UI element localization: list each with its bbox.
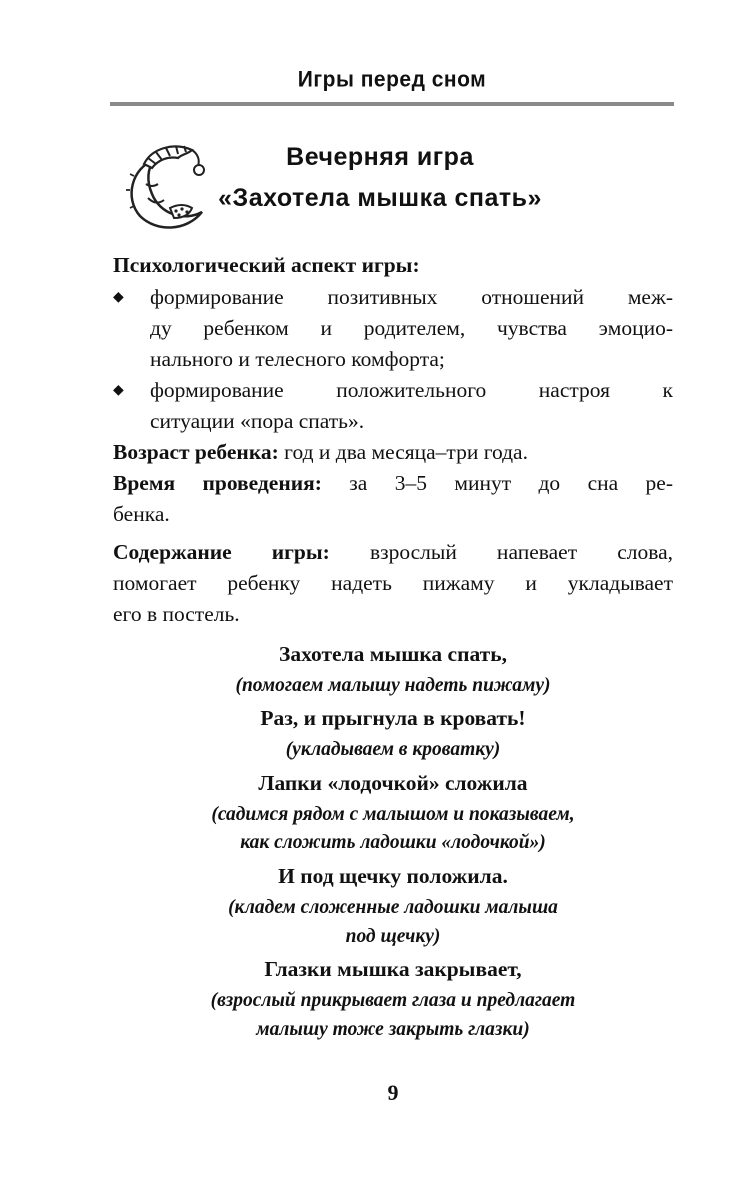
age-label: Возраст ребенка: <box>113 440 279 464</box>
poem-verse: И под щечку положила. <box>278 864 508 888</box>
aspect-item-2-line-2: ситуации «пора спать». <box>150 409 365 433</box>
content-label: Содержание игры: <box>113 540 330 564</box>
poem-stage-direction: малышу тоже закрыть глазки) <box>256 1019 530 1040</box>
poem-stage-direction: под щечку) <box>345 926 441 947</box>
time-label: Время проведения: <box>113 471 322 495</box>
aspect-label: Психологический аспект игры: <box>113 253 420 277</box>
time-value: за 3–5 минут до сна ре- <box>321 471 673 495</box>
header-rule <box>110 102 674 106</box>
age-line <box>113 437 673 468</box>
aspect-item-1-line-2: ду ребенком и родителем, чувства эмоцио- <box>150 316 673 340</box>
poem-verse: Лапки «лодочкой» сложила <box>258 771 528 795</box>
content-value: взрослый напевает слова, <box>329 540 673 564</box>
poem-stage-direction: (помогаем малышу надеть пижаму) <box>235 675 551 696</box>
aspect-item-2-line-1: формирование положительного настроя к <box>150 378 673 402</box>
poem-stage-direction: как сложить ладошки «лодочкой») <box>240 832 546 853</box>
poem-verse: Захотела мышка спать, <box>279 642 507 666</box>
poem-verse: Глазки мышка закрывает, <box>264 957 522 981</box>
poem-verse: Раз, и прыгнула в кровать! <box>260 706 526 730</box>
game-title-line2: «Захотела мышка спать» <box>218 184 542 212</box>
time-value-continued: бенка. <box>113 502 170 526</box>
running-header: Игры перед сном <box>297 67 487 92</box>
bullet-icon: ◆ <box>113 290 124 305</box>
time-line <box>113 468 673 499</box>
aspect-item-1-line-1: формирование позитивных отношений меж- <box>150 285 673 309</box>
page-number: 9 <box>387 1080 399 1105</box>
poem-stage-direction: (кладем сложенные ладошки малыша <box>228 897 558 918</box>
content-line-1 <box>113 537 673 568</box>
aspect-item-1-line-3: нального и телесного комфорта; <box>150 347 445 371</box>
age-value: год и два месяца–три года. <box>278 440 528 464</box>
poem-stage-direction: (садимся рядом с малышом и показываем, <box>211 804 575 825</box>
poem-stage-direction: (укладываем в кроватку) <box>285 739 501 760</box>
game-title-line1: Вечерняя игра <box>286 143 474 171</box>
bullet-icon: ◆ <box>113 383 124 398</box>
content-line-2: помогает ребенку надеть пижаму и укладывает <box>113 571 673 595</box>
poem-stage-direction: (взрослый прикрывает глаза и предлагает <box>210 990 576 1011</box>
content-line-3: его в постель. <box>113 602 240 626</box>
